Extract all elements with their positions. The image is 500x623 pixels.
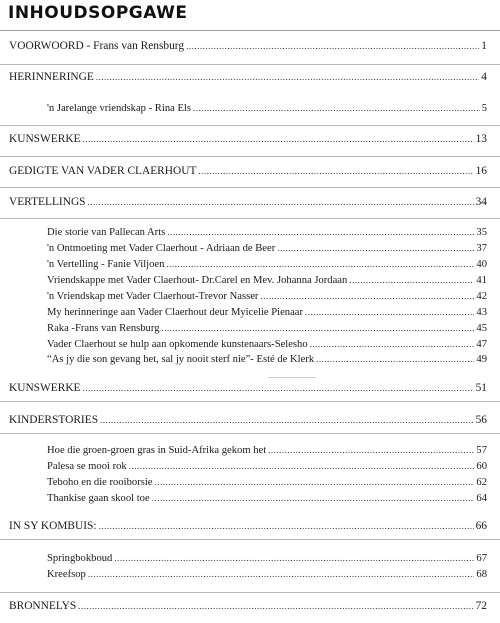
dot-leader	[152, 491, 475, 505]
dot-leader	[268, 443, 474, 457]
toc-subentry[interactable]	[47, 443, 487, 457]
toc-entry-page: 13	[475, 133, 487, 145]
divider	[0, 433, 500, 434]
dot-leader	[260, 289, 474, 303]
dot-leader	[349, 273, 474, 287]
toc-entry-title: Palesa se mooi rok	[47, 461, 127, 472]
divider	[0, 218, 500, 219]
toc-entry-page: 41	[476, 275, 487, 286]
toc-entry-title: KINDERSTORIES	[9, 414, 99, 426]
dot-leader	[166, 257, 474, 271]
toc-entry-title: KUNSWERKE	[9, 133, 81, 145]
dot-leader	[78, 599, 473, 613]
toc-entry[interactable]	[9, 381, 487, 395]
divider	[0, 30, 500, 31]
divider	[0, 125, 500, 126]
toc-entry-title: Kreefsop	[47, 569, 86, 580]
toc-entry[interactable]	[9, 70, 487, 84]
toc-entry-title: VERTELLINGS	[9, 196, 86, 208]
dot-leader	[277, 241, 474, 255]
toc-entry[interactable]	[9, 519, 487, 533]
toc-entry-title: IN SY KOMBUIS:	[9, 520, 97, 532]
toc-entry[interactable]	[9, 599, 487, 613]
dot-leader	[154, 475, 474, 489]
toc-subentry[interactable]	[47, 352, 487, 366]
toc-entry-title: “As jy die son gevang het, sal jy nooit sterf nie”- Esté de Klerk	[47, 354, 315, 365]
toc-entry-page: 42	[476, 291, 487, 302]
toc-subentry[interactable]	[47, 101, 487, 115]
toc-entry-title: 'n Ontmoeting met Vader Claerhout - Adriaan de Beer	[47, 243, 276, 254]
toc-subentry[interactable]	[47, 337, 487, 351]
toc-subentry[interactable]	[47, 491, 487, 505]
toc-subentry[interactable]	[47, 273, 487, 287]
toc-entry-page: 47	[476, 339, 487, 350]
toc-entry-page: 40	[476, 259, 487, 270]
toc-entry-title: Raka -Frans van Rensburg	[47, 323, 160, 334]
scan-mark	[268, 377, 316, 378]
dot-leader	[167, 225, 474, 239]
toc-subentry[interactable]	[47, 241, 487, 255]
toc-entry-page: 16	[475, 165, 487, 177]
divider	[0, 592, 500, 593]
dot-leader	[316, 352, 474, 366]
toc-entry[interactable]	[9, 195, 487, 209]
toc-entry-title: BRONNELYS	[9, 600, 77, 612]
toc-entry-page: 43	[476, 307, 487, 318]
toc-entry-page: 4	[481, 71, 487, 83]
toc-entry-page: 45	[476, 323, 487, 334]
toc-entry[interactable]	[9, 413, 487, 427]
toc-entry-title: 'n Jarelange vriendskap - Rina Els	[47, 103, 191, 114]
toc-entry-title: Teboho en die rooiborsie	[47, 477, 153, 488]
toc-entry-page: 1	[481, 40, 487, 52]
dot-leader	[114, 551, 474, 565]
toc-entry-page: 35	[476, 227, 487, 238]
dot-leader	[100, 413, 474, 427]
toc-entry-title: GEDIGTE VAN VADER CLAERHOUT	[9, 165, 197, 177]
toc-entry-title: KUNSWERKE	[9, 382, 81, 394]
toc-entry-page: 37	[476, 243, 487, 254]
toc-subentry[interactable]	[47, 459, 487, 473]
toc-subentry[interactable]	[47, 475, 487, 489]
divider	[0, 539, 500, 540]
toc-entry-title: 'n Vriendskap met Vader Claerhout-Trevor Nasser	[47, 291, 259, 302]
dot-leader	[83, 381, 474, 395]
dot-leader	[88, 567, 475, 581]
toc-subentry[interactable]	[47, 551, 487, 565]
toc-entry-page: 34	[475, 196, 487, 208]
toc-entry-title: Hoe die groen-groen gras in Suid-Afrika gekom het	[47, 445, 267, 456]
toc-entry-title: Vriendskappe met Vader Claerhout- Dr.Carel en Mev. Johanna Jordaan	[47, 275, 348, 286]
toc-subentry[interactable]	[47, 321, 487, 335]
divider	[0, 64, 500, 65]
toc-entry-title: Die storie van Pallecan Arts	[47, 227, 166, 238]
dot-leader	[83, 132, 474, 146]
toc-entry-page: 56	[475, 414, 487, 426]
toc-entry[interactable]	[9, 132, 487, 146]
dot-leader	[198, 164, 473, 178]
divider	[0, 156, 500, 157]
divider	[0, 187, 500, 188]
toc-subentry[interactable]	[47, 257, 487, 271]
dot-leader	[305, 305, 474, 319]
toc-entry-page: 64	[476, 493, 487, 504]
toc-subentry[interactable]	[47, 567, 487, 581]
toc-subentry[interactable]	[47, 225, 487, 239]
toc-entry-page: 60	[476, 461, 487, 472]
toc-entry[interactable]	[9, 164, 487, 178]
toc-subentry[interactable]	[47, 305, 487, 319]
toc-entry-page: 5	[481, 103, 487, 114]
dot-leader	[88, 195, 474, 209]
toc-entry-title: HERINNERINGE	[9, 71, 94, 83]
toc-entry-page: 57	[476, 445, 487, 456]
toc-entry-title: Vader Claerhout se hulp aan opkomende kunstenaars-Selesho	[47, 339, 308, 350]
divider	[0, 401, 500, 402]
toc-entry-title: VOORWOORD - Frans van Rensburg	[9, 40, 185, 52]
toc-entry-title: 'n Vertelling - Fanie Viljoen	[47, 259, 165, 270]
toc-entry-page: 49	[476, 354, 487, 365]
dot-leader	[99, 519, 474, 533]
dot-leader	[310, 337, 475, 351]
page-title: INHOUDSOPGAWE	[8, 3, 188, 23]
dot-leader	[193, 101, 480, 115]
dot-leader	[129, 459, 475, 473]
toc-entry-page: 72	[475, 600, 487, 612]
dot-leader	[96, 70, 480, 84]
toc-entry-page: 62	[476, 477, 487, 488]
toc-entry-page: 51	[475, 382, 487, 394]
toc-entry-page: 68	[476, 569, 487, 580]
toc-entry-page: 66	[475, 520, 487, 532]
dot-leader	[186, 39, 479, 53]
toc-entry[interactable]	[9, 39, 487, 53]
toc-entry-title: My herinneringe aan Vader Claerhout deur Myicelie Pienaar	[47, 307, 304, 318]
toc-entry-page: 67	[476, 553, 487, 564]
toc-entry-title: Springbokboud	[47, 553, 113, 564]
toc-subentry[interactable]	[47, 289, 487, 303]
dot-leader	[162, 321, 475, 335]
toc-entry-title: Thankise gaan skool toe	[47, 493, 150, 504]
